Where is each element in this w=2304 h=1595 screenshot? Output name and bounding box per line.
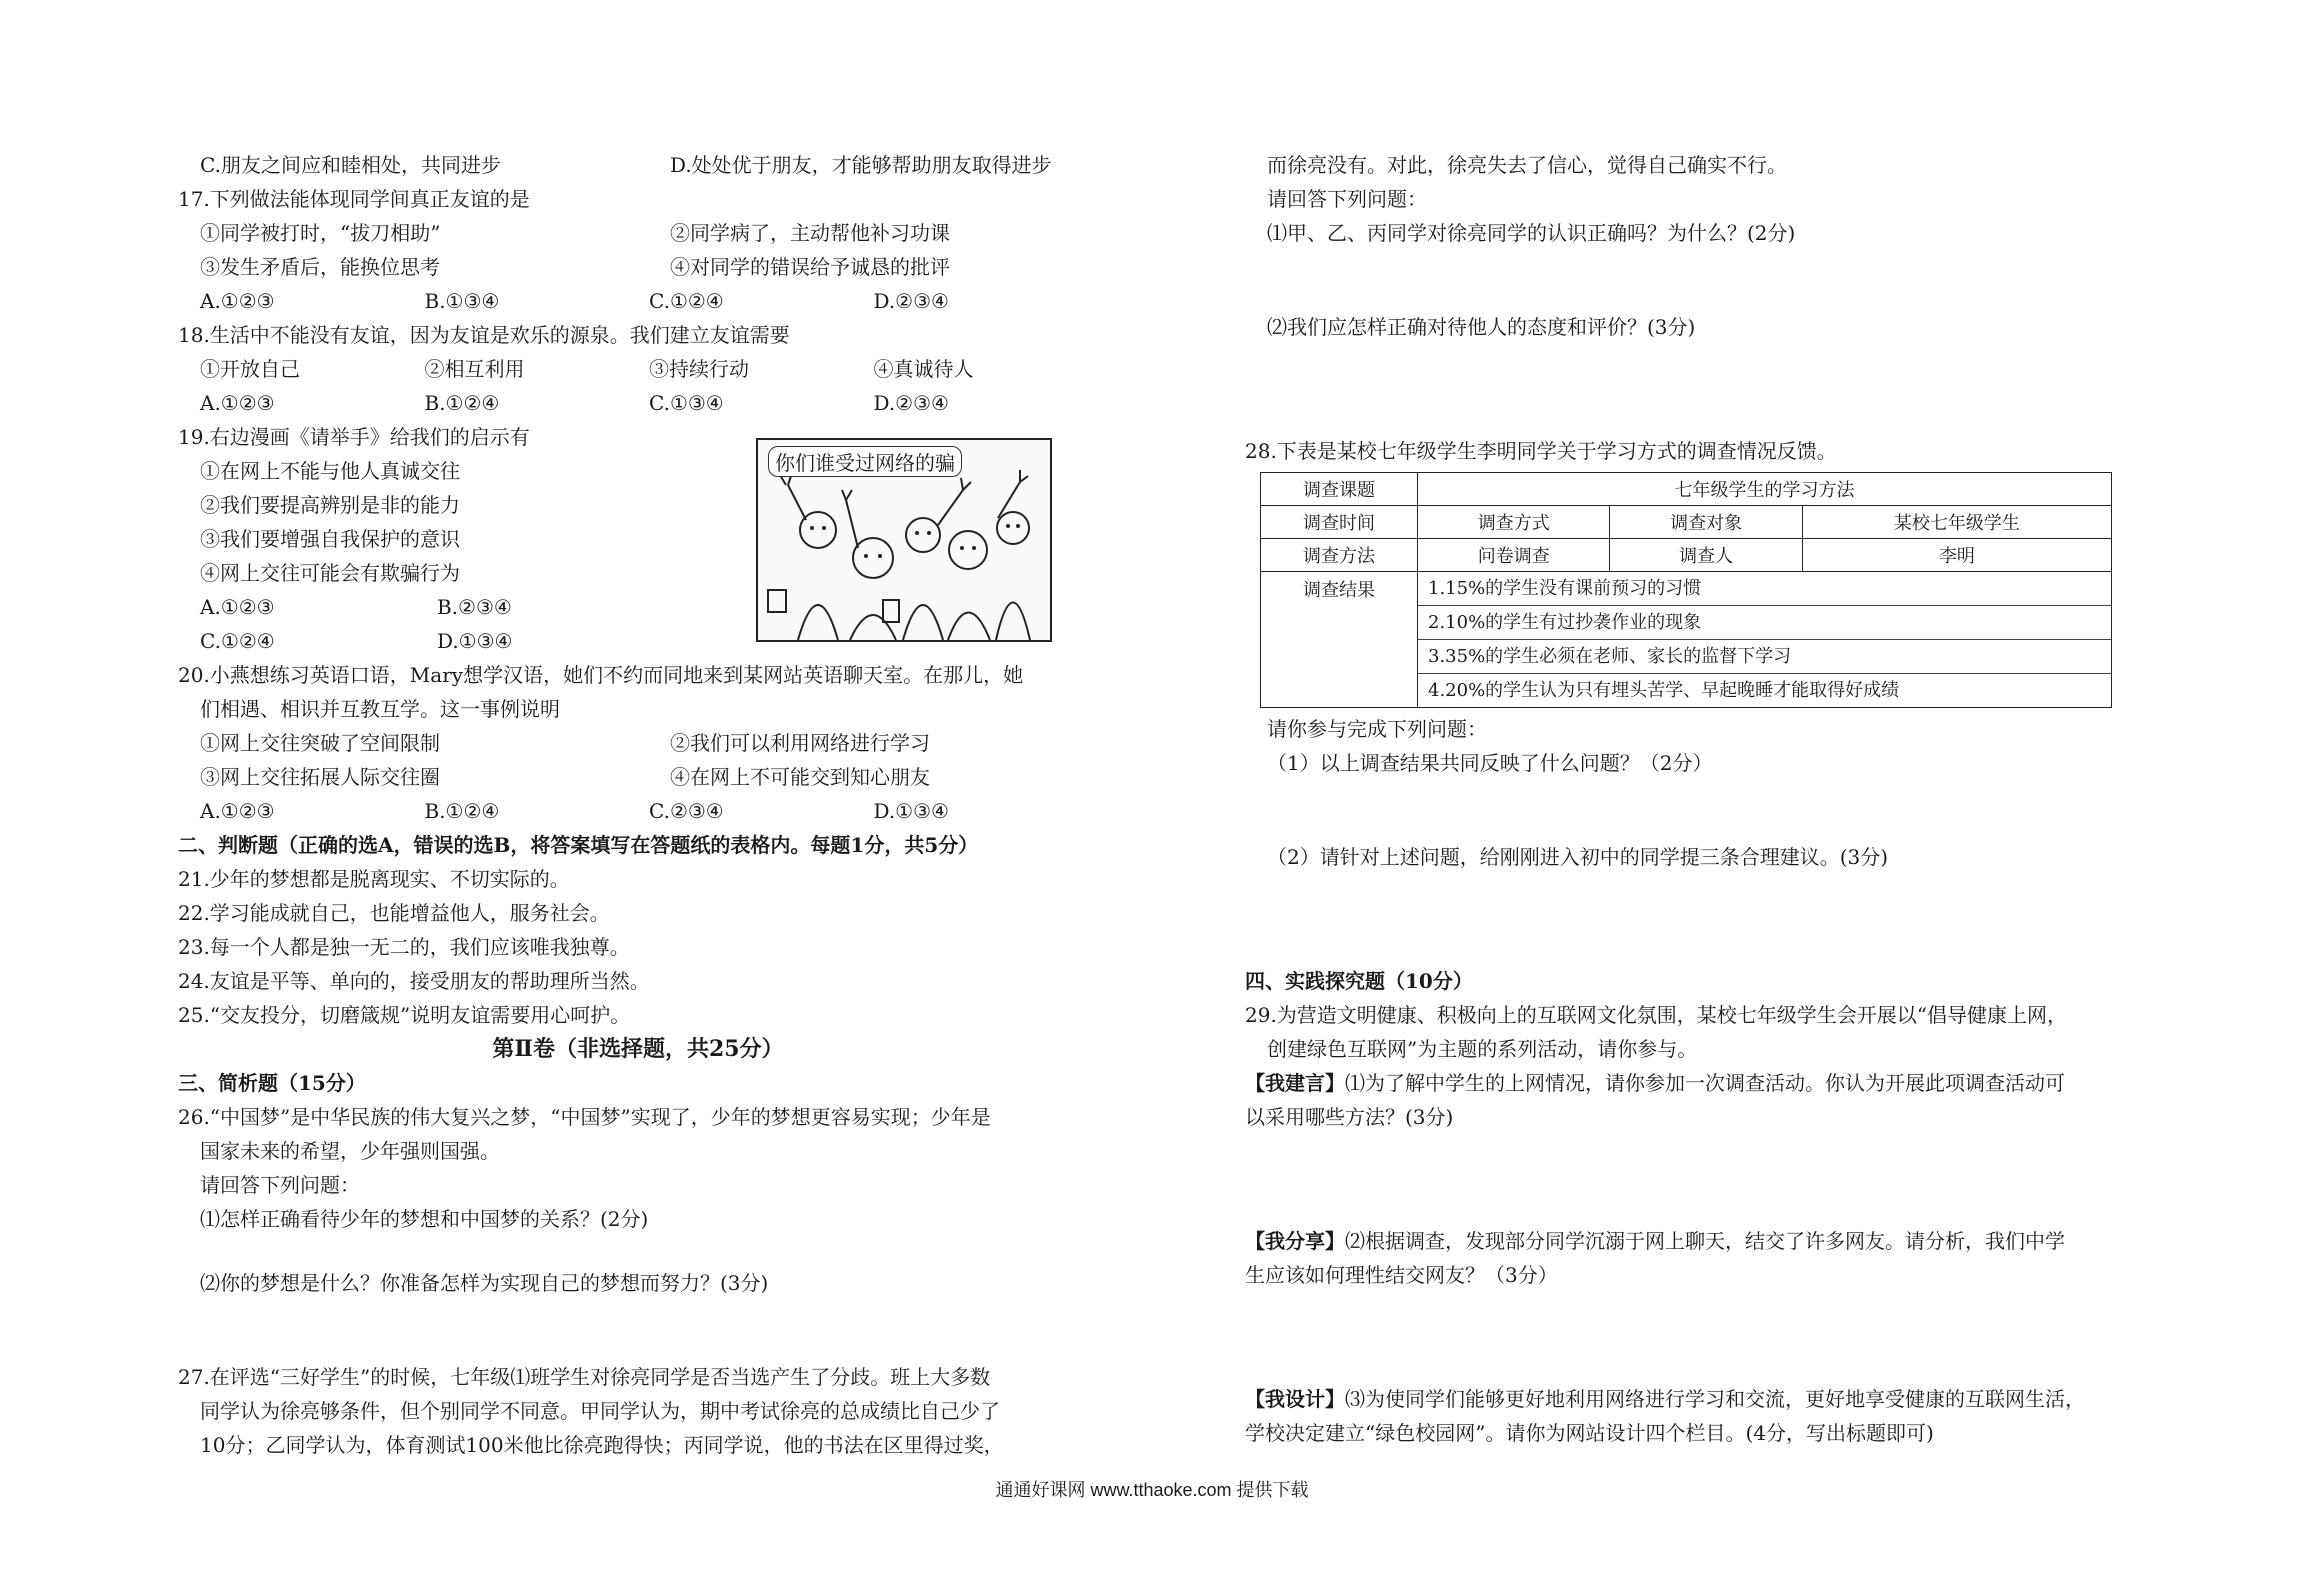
q20-option-a: A.①②③ [200,799,275,823]
tag-suggest: 【我建言】 [1245,1071,1345,1095]
q16-options-row [178,148,1098,182]
q19-cartoon-image [756,438,1052,642]
table-cell: 调查对象 [1610,506,1802,539]
q20-stem-line-1: 20.小燕想练习英语口语，Mary想学汉语，她们不约而同地来到某网站英语聊天室。在那儿，她 [178,663,1024,687]
q18-items [178,352,1098,386]
table-cell: 调查课题 [1261,473,1418,506]
q17-item-1: ①同学被打时，“拔刀相助” [200,221,441,245]
section-3-title: 三、简析题（15分） [178,1071,366,1095]
survey-table [1260,472,2112,708]
q20-option-c: C.②③④ [649,799,724,823]
table-row [1261,539,2112,572]
cartoon-caption: 你们谁受过网络的骗 [768,446,962,477]
q18-option-b: B.①②④ [424,391,500,415]
q19-option-a: A.①②③ [200,595,275,619]
q17-options [178,284,1098,318]
q26-stem-line-2: 国家未来的希望，少年强则国强。 [200,1139,500,1163]
q18-item-1: ①开放自己 [200,357,300,381]
q16-option-c: C.朋友之间应和睦相处，共同进步 [200,153,501,177]
judge-item-24: 24.友谊是平等、单向的，接受朋友的帮助理所当然。 [178,969,650,993]
q16-option-d: D.处处优于朋友，才能够帮助朋友取得进步 [670,153,1052,177]
q19-option-d: D.①③④ [437,629,513,653]
q27-prompt: 请回答下列问题： [1267,187,1427,211]
q19-option-b: B.②③④ [437,595,512,619]
q27-stem-line-3: 10分；乙同学认为，体育测试100米他比徐亮跑得快；丙同学说，他的书法在区里得过奖， [200,1433,1004,1457]
q27-stem-continued: 而徐亮没有。对此，徐亮失去了信心，觉得自己确实不行。 [1267,153,1787,177]
section-4-title: 四、实践探究题（10分） [1245,969,1473,993]
q26-stem-line-1: 26.“中国梦”是中华民族的伟大复兴之梦，“中国梦”实现了，少年的梦想更容易实现；少年是 [178,1105,991,1129]
q29-part-1-line-2: 以采用哪些方法？(3分) [1245,1105,1454,1129]
q27-stem-line-1: 27.在评选“三好学生”的时候，七年级⑴班学生对徐亮同学是否当选产生了分歧。班上大多数 [178,1365,991,1389]
q18-options [178,386,1098,420]
tag-design: 【我设计】 [1245,1387,1345,1411]
q19-item-1: ①在网上不能与他人真诚交往 [200,459,460,483]
q29-part-1-text: ⑴为了解中学生的上网情况，请你参加一次调查活动。你认为开展此项调查活动可 [1345,1071,2065,1095]
q20-items-row-2 [178,760,1098,794]
q27-stem-line-2: 同学认为徐亮够条件，但个别同学不同意。甲同学认为，期中考试徐亮的总成绩比自己少了 [200,1399,1000,1423]
q18-option-a: A.①②③ [200,391,275,415]
page-footer: 通通好课网 www.tthaoke.com 提供下载 [995,1480,1309,1500]
q29-part-3-line-2: 学校决定建立“绿色校园网”。请你为网站设计四个栏目。(4分，写出标题即可) [1245,1421,1934,1445]
table-row [1261,473,2112,506]
q17-items-row-2 [178,250,1098,284]
q17-stem: 17.下列做法能体现同学间真正友谊的是 [178,187,530,211]
q19-item-3: ③我们要增强自我保护的意识 [200,527,460,551]
q18-item-3: ③持续行动 [649,357,749,381]
table-cell: 调查方式 [1418,506,1610,539]
table-cell: 调查时间 [1261,506,1418,539]
q20-stem-line-2: 们相遇、相识并互教互学。这一事例说明 [200,697,560,721]
q19-item-4: ④网上交往可能会有欺骗行为 [200,561,460,585]
q19-stem: 19.右边漫画《请举手》给我们的启示有 [178,425,530,449]
q29-part-2-line-2: 生应该如何理性结交网友？（3分） [1245,1263,1558,1287]
table-cell: 李明 [1802,539,2111,572]
q18-item-4: ④真诚待人 [873,357,974,381]
q29-part-2-line-1 [1245,1224,2165,1258]
q27-sub-2: ⑵我们应怎样正确对待他人的态度和评价？(3分) [1267,315,1696,339]
table-cell: 七年级学生的学习方法 [1418,473,2112,506]
q29-stem-line-2: 创建绿色互联网”为主题的系列活动，请你参与。 [1267,1037,1698,1061]
judge-item-23: 23.每一个人都是独一无二的，我们应该唯我独尊。 [178,935,630,959]
q17-item-4: ④对同学的错误给予诚恳的批评 [670,255,950,279]
table-cell: 某校七年级学生 [1802,506,2111,539]
table-cell: 调查人 [1610,539,1802,572]
judge-item-22: 22.学习能成就自己，也能增益他人，服务社会。 [178,901,610,925]
q17-option-d: D.②③④ [873,289,949,313]
result-item: 2.10%的学生有过抄袭作业的现象 [1418,606,2111,640]
table-row [1261,506,2112,539]
survey-results [1418,572,2112,708]
q29-stem-line-1: 29.为营造文明健康、积极向上的互联网文化氛围，某校七年级学生会开展以“倡导健康上网， [1245,1003,2068,1027]
table-cell: 问卷调查 [1418,539,1610,572]
q29-part-1-line-1 [1245,1066,2165,1100]
q17-items-row-1 [178,216,1098,250]
q19-item-2: ②我们要提高辨别是非的能力 [200,493,460,517]
result-item: 4.20%的学生认为只有埋头苦学、早起晚睡才能取得好成绩 [1428,680,1900,701]
q28-stem: 28.下表是某校七年级学生李明同学关于学习方式的调查情况反馈。 [1245,439,1837,463]
q29-part-3-line-1 [1245,1382,2165,1416]
q20-item-4: ④在网上不可能交到知心朋友 [670,765,930,789]
result-item: 1.15%的学生没有课前预习的习惯 [1418,572,2111,606]
q28-prompt: 请你参与完成下列问题： [1267,717,1487,741]
q19-option-c: C.①②④ [200,629,275,653]
q17-item-3: ③发生矛盾后，能换位思考 [200,255,440,279]
table-cell: 调查方法 [1261,539,1418,572]
q18-stem: 18.生活中不能没有友谊，因为友谊是欢乐的源泉。我们建立友谊需要 [178,323,790,347]
q28-sub-2: （2）请针对上述问题，给刚刚进入初中的同学提三条合理建议。(3分) [1267,845,1889,869]
section-2-title: 二、判断题（正确的选A，错误的选B，将答案填写在答题纸的表格内。每题1分，共5分） [178,833,979,857]
q20-item-3: ③网上交往拓展人际交往圈 [200,765,440,789]
q20-option-d: D.①③④ [873,799,949,823]
q17-option-a: A.①②③ [200,289,275,313]
q26-sub-2: ⑵你的梦想是什么？你准备怎样为实现自己的梦想而努力？(3分) [200,1271,769,1295]
q26-sub-1: ⑴怎样正确看待少年的梦想和中国梦的关系？(2分) [200,1207,649,1231]
table-row [1261,572,2112,708]
q20-items-row-1 [178,726,1098,760]
q20-item-2: ②我们可以利用网络进行学习 [670,731,930,755]
q18-item-2: ②相互利用 [424,357,525,381]
left-column [178,148,1098,1462]
q20-item-1: ①网上交往突破了空间限制 [200,731,440,755]
q26-prompt: 请回答下列问题： [200,1173,360,1197]
q27-sub-1: ⑴甲、乙、丙同学对徐亮同学的认识正确吗？为什么？(2分) [1267,221,1796,245]
result-item: 3.35%的学生必须在老师、家长的监督下学习 [1418,640,2111,674]
q29-part-2-text: ⑵根据调查，发现部分同学沉溺于网上聊天，结交了许多网友。请分析，我们中学 [1345,1229,2065,1253]
q28-sub-1: （1）以上调查结果共同反映了什么问题？（2分） [1267,751,1713,775]
right-column [1245,148,2165,1450]
q18-option-c: C.①③④ [649,391,724,415]
q20-option-b: B.①②④ [424,799,500,823]
tag-share: 【我分享】 [1245,1229,1345,1253]
q29-part-3-text: ⑶为使同学们能够更好地利用网络进行学习和交流，更好地享受健康的互联网生活， [1345,1387,2085,1411]
q17-option-b: B.①③④ [424,289,500,313]
judge-item-25: 25.“交友投分，切磨箴规”说明友谊需要用心呵护。 [178,1003,631,1027]
q17-option-c: C.①②④ [649,289,724,313]
q20-options [178,794,1098,828]
judge-item-21: 21.少年的梦想都是脱离现实、不切实际的。 [178,867,570,891]
table-cell: 调查结果 [1261,572,1418,708]
q17-item-2: ②同学病了，主动帮他补习功课 [670,221,950,245]
part-2-title: 第Ⅱ卷（非选择题，共25分） [492,1036,784,1062]
q18-option-d: D.②③④ [873,391,949,415]
